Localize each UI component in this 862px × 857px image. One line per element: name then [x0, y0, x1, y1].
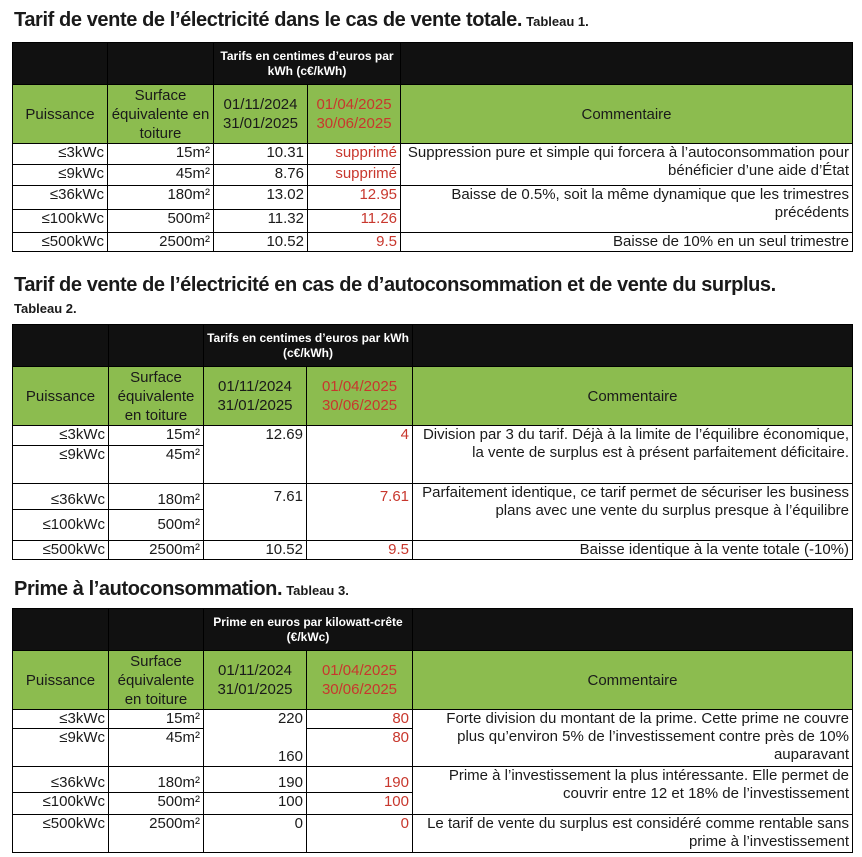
- tarif-new-cell: 9.5: [308, 233, 401, 252]
- surface-cell: 15m²: [109, 710, 204, 729]
- surface-cell: 2500m²: [109, 815, 204, 853]
- tarif-new-cell: 12.95: [308, 186, 401, 210]
- col-commentaire: Commentaire: [401, 85, 853, 144]
- col-surface: Surface équivalente en toiture: [109, 651, 204, 710]
- prime-old-cell: 0: [204, 815, 307, 853]
- puissance-cell: ≤9kWc: [13, 729, 109, 767]
- prime-new-cell: 190: [307, 767, 413, 793]
- col-puissance: Puissance: [13, 367, 109, 426]
- col-periode-2: 01/04/2025 30/06/2025: [308, 85, 401, 144]
- puissance-cell: ≤500kWc: [13, 815, 109, 853]
- table-row: [13, 426, 853, 446]
- table-row: [13, 541, 853, 560]
- surface-cell: 180m²: [108, 186, 214, 210]
- surface-cell: 180m²: [109, 484, 204, 510]
- col-surface: Surface équivalente en toiture: [108, 85, 214, 144]
- comment-cell: Prime à l’investissement la plus intéressante. Elle permet de couvrir entre 12 et 18% de l’investissement: [413, 767, 853, 815]
- surface-cell: 500m²: [109, 793, 204, 815]
- puissance-cell: ≤500kWc: [13, 541, 109, 560]
- tarif-old-cell: 11.32: [214, 210, 308, 233]
- table-row: [13, 144, 853, 165]
- prime-new-cell: 100: [307, 793, 413, 815]
- puissance-cell: ≤3kWc: [13, 144, 108, 165]
- puissance-cell: ≤9kWc: [13, 446, 109, 484]
- tableau-1-heading: Tarif de vente de l’électricité dans le cas de vente totale.: [14, 9, 523, 31]
- surface-cell: 500m²: [109, 510, 204, 541]
- comment-cell: Division par 3 du tarif. Déjà à la limite de l’équilibre économique, la vente de surplus est à présent parfaitement déficitaire.: [413, 426, 853, 484]
- tarif-old-cell: 8.76: [214, 165, 308, 186]
- tarif-old-cell: 13.02: [214, 186, 308, 210]
- puissance-cell: ≤500kWc: [13, 233, 108, 252]
- tableau-1-title: [14, 9, 589, 32]
- puissance-cell: ≤100kWc: [13, 510, 109, 541]
- comment-cell: Suppression pure et simple qui forcera à l’autoconsommation pour bénéficier d’une aide d’État: [401, 144, 853, 186]
- col-periode-1: 01/11/2024 31/01/2025: [214, 85, 308, 144]
- tarif-old-cell: 12.69: [204, 426, 307, 484]
- tarif-old-cell: 7.61: [204, 484, 307, 541]
- puissance-cell: ≤100kWc: [13, 210, 108, 233]
- comment-cell: Baisse de 10% en un seul trimestre: [401, 233, 853, 252]
- tableau-1: [12, 42, 853, 252]
- tarif-new-cell: 11.26: [308, 210, 401, 233]
- tarif-new-cell: supprimé: [308, 144, 401, 165]
- col-puissance: Puissance: [13, 651, 109, 710]
- tarif-old-cell: 10.31: [214, 144, 308, 165]
- surface-cell: 2500m²: [109, 541, 204, 560]
- tableau-2: [12, 324, 853, 560]
- comment-cell: Baisse de 0.5%, soit la même dynamique que les trimestres précédents: [401, 186, 853, 233]
- col-periode-2: 01/04/2025 30/06/2025: [307, 651, 413, 710]
- prime-new-cell: 0: [307, 815, 413, 853]
- comment-cell: Le tarif de vente du surplus est considéré comme rentable sans prime à l’investissement: [413, 815, 853, 853]
- surface-cell: 45m²: [108, 165, 214, 186]
- surface-cell: 45m²: [109, 446, 204, 484]
- tableau-3-heading: Prime à l’autoconsommation.: [14, 578, 283, 600]
- tableau-2-band-caption: Tarifs en centimes d’euros par kWh (c€/kWh): [204, 325, 413, 367]
- puissance-cell: ≤100kWc: [13, 793, 109, 815]
- tableau-2-heading: Tarif de vente de l’électricité en cas de d’autoconsommation et de vente du surplus.: [14, 274, 776, 296]
- table-row: [13, 767, 853, 793]
- col-periode-1: 01/11/2024 31/01/2025: [204, 651, 307, 710]
- table-row: [13, 186, 853, 210]
- prime-new-cell: 80: [307, 729, 413, 767]
- tableau-1-band-caption: Tarifs en centimes d’euros par kWh (c€/kWh): [214, 43, 401, 85]
- table-row: [13, 484, 853, 510]
- surface-cell: 180m²: [109, 767, 204, 793]
- puissance-cell: ≤9kWc: [13, 165, 108, 186]
- tableau-1-label: Tableau 1.: [526, 14, 589, 29]
- col-commentaire: Commentaire: [413, 651, 853, 710]
- col-periode-1: 01/11/2024 31/01/2025: [204, 367, 307, 426]
- table-row: [13, 710, 853, 729]
- puissance-cell: ≤36kWc: [13, 186, 108, 210]
- prime-old-cell: 160: [204, 729, 307, 767]
- surface-cell: 15m²: [109, 426, 204, 446]
- surface-cell: 15m²: [108, 144, 214, 165]
- col-periode-2: 01/04/2025 30/06/2025: [307, 367, 413, 426]
- puissance-cell: ≤36kWc: [13, 767, 109, 793]
- tableau-2-title: [14, 274, 776, 297]
- surface-cell: 500m²: [108, 210, 214, 233]
- col-puissance: Puissance: [13, 85, 108, 144]
- tableau-3-title: [14, 578, 349, 601]
- comment-cell: Parfaitement identique, ce tarif permet de sécuriser les business plans avec une vente du surplus presque à l’équilibre: [413, 484, 853, 541]
- puissance-cell: ≤3kWc: [13, 426, 109, 446]
- comment-cell: Forte division du montant de la prime. Cette prime ne couvre plus qu’environ 5% de l’investissement contre près de 10% auparavant: [413, 710, 853, 767]
- table-row: [13, 233, 853, 252]
- col-surface: Surface équivalente en toiture: [109, 367, 204, 426]
- tableau-2-label: Tableau 2.: [14, 301, 77, 316]
- puissance-cell: ≤3kWc: [13, 710, 109, 729]
- tarif-old-cell: 10.52: [204, 541, 307, 560]
- tableau-3-band-caption: Prime en euros par kilowatt-crête (€/kWc): [204, 609, 413, 651]
- tableau-3: [12, 608, 853, 853]
- tarif-new-cell: 7.61: [307, 484, 413, 541]
- tarif-new-cell: 9.5: [307, 541, 413, 560]
- prime-new-cell: 80: [307, 710, 413, 729]
- puissance-cell: ≤36kWc: [13, 484, 109, 510]
- table-row: [13, 815, 853, 853]
- surface-cell: 2500m²: [108, 233, 214, 252]
- surface-cell: 45m²: [109, 729, 204, 767]
- prime-old-cell: 100: [204, 793, 307, 815]
- comment-cell: Baisse identique à la vente totale (-10%): [413, 541, 853, 560]
- col-commentaire: Commentaire: [413, 367, 853, 426]
- tarif-new-cell: supprimé: [308, 165, 401, 186]
- tarif-new-cell: 4: [307, 426, 413, 484]
- tableau-3-label: Tableau 3.: [286, 583, 349, 598]
- prime-old-cell: 190: [204, 767, 307, 793]
- tarif-old-cell: 10.52: [214, 233, 308, 252]
- prime-old-cell: 220: [204, 710, 307, 729]
